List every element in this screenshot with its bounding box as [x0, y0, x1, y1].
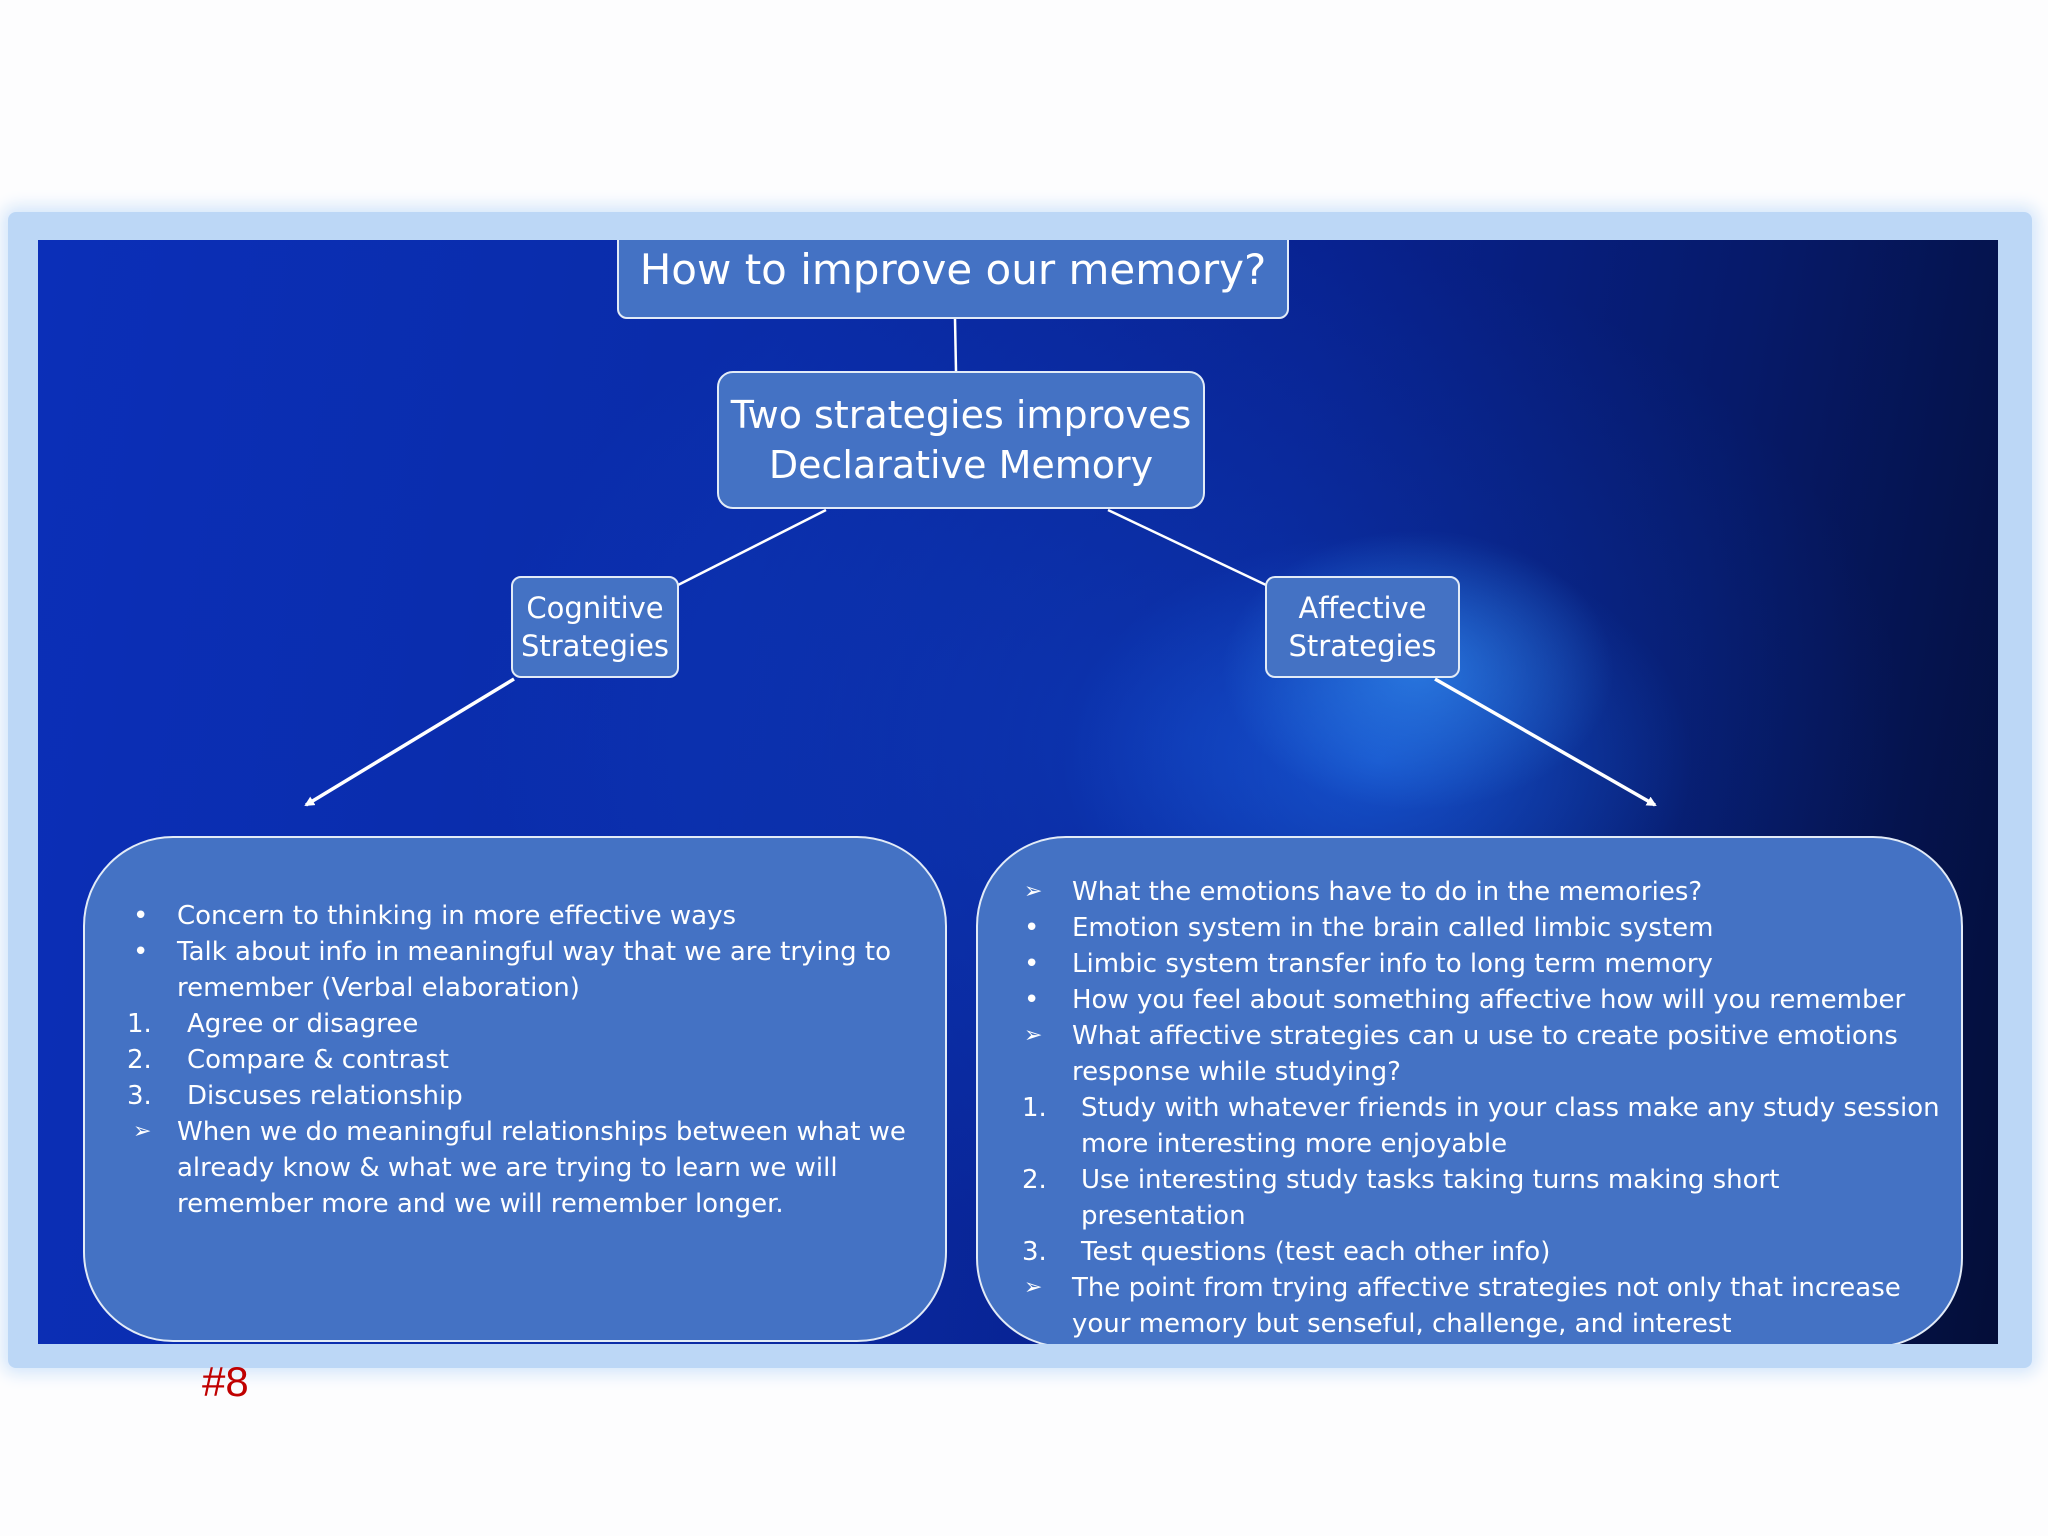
list-item — [85, 1114, 915, 1222]
list-marker: ➢ — [1024, 879, 1043, 904]
arrow-affective-panel — [1435, 679, 1655, 805]
list-marker: 3. — [127, 1081, 152, 1111]
arrow-cognitive-panel — [306, 679, 514, 805]
affective-label-line-1: Affective — [1298, 591, 1427, 625]
list-item — [978, 1162, 1941, 1234]
list-text: Compare & contrast — [187, 1045, 449, 1075]
list-item — [85, 1042, 915, 1078]
subtitle-node — [717, 371, 1205, 509]
list-marker: • — [133, 901, 149, 931]
cognitive-strategies-node — [511, 576, 679, 678]
list-text: Agree or disagree — [187, 1009, 419, 1039]
list-text: Emotion system in the brain called limbic system — [1072, 913, 1714, 943]
connector-subtitle-affective — [1108, 510, 1266, 585]
list-item — [978, 1270, 1941, 1342]
title-text: How to improve our memory? — [639, 244, 1267, 294]
list-marker: 2. — [1022, 1165, 1047, 1195]
list-item — [85, 934, 915, 1006]
list-marker: ➢ — [1024, 1023, 1043, 1048]
list-marker: 1. — [1022, 1093, 1047, 1123]
list-item — [978, 1090, 1941, 1162]
list-item — [978, 946, 1941, 982]
list-marker: ➢ — [133, 1119, 152, 1144]
list-item — [978, 910, 1941, 946]
diagram-canvas — [38, 240, 1998, 1344]
connector-subtitle-cognitive — [678, 510, 826, 585]
list-marker: • — [1024, 985, 1040, 1015]
cognitive-label-line-1: Cognitive — [526, 591, 664, 625]
list-text: What affective strategies can u use to create positive emotions response while studying? — [1072, 1021, 1898, 1087]
list-text: How you feel about something affective how will you remember — [1072, 985, 1906, 1015]
list-text: Test questions (test each other info) — [1081, 1237, 1551, 1267]
list-text: Concern to thinking in more effective ways — [177, 901, 737, 931]
list-marker: 1. — [127, 1009, 152, 1039]
list-item — [978, 1018, 1941, 1090]
list-item — [85, 1078, 915, 1114]
list-text: What the emotions have to do in the memories? — [1072, 877, 1703, 907]
subtitle-line-1: Two strategies improves — [730, 393, 1192, 437]
list-item — [978, 874, 1941, 910]
list-text: Discuses relationship — [187, 1081, 463, 1111]
list-marker: 3. — [1022, 1237, 1047, 1267]
cognitive-label-line-2: Strategies — [520, 629, 670, 663]
slide-number: #8 — [202, 1358, 249, 1405]
list-marker: 2. — [127, 1045, 152, 1075]
subtitle-line-2: Declarative Memory — [768, 443, 1154, 487]
list-text: The point from trying affective strategies not only that increase your memory but senseful, challenge, and interest — [1072, 1273, 1901, 1339]
title-node — [617, 240, 1289, 319]
list-marker: ➢ — [1024, 1275, 1043, 1300]
list-item — [978, 1234, 1941, 1270]
cognitive-details-panel — [83, 836, 947, 1342]
list-text: Limbic system transfer info to long term memory — [1072, 949, 1713, 979]
list-item — [85, 1006, 915, 1042]
list-marker: • — [1024, 949, 1040, 979]
list-text: Use interesting study tasks taking turns making short presentation — [1081, 1165, 1780, 1231]
list-marker: • — [1024, 913, 1040, 943]
list-item — [978, 982, 1941, 1018]
list-text: When we do meaningful relationships between what we already know & what we are trying to learn we will remember more and we will remember longer. — [177, 1117, 906, 1219]
connector-title-subtitle — [955, 319, 956, 371]
list-marker: • — [133, 937, 149, 967]
affective-label-line-2: Strategies — [1288, 629, 1437, 663]
affective-strategies-node — [1265, 576, 1460, 678]
list-item — [85, 898, 915, 934]
list-text: Talk about info in meaningful way that we are trying to remember (Verbal elaboration) — [177, 937, 891, 1003]
affective-details-panel — [976, 836, 1963, 1344]
list-text: Study with whatever friends in your class make any study session more interesting more enjoyable — [1081, 1093, 1940, 1159]
